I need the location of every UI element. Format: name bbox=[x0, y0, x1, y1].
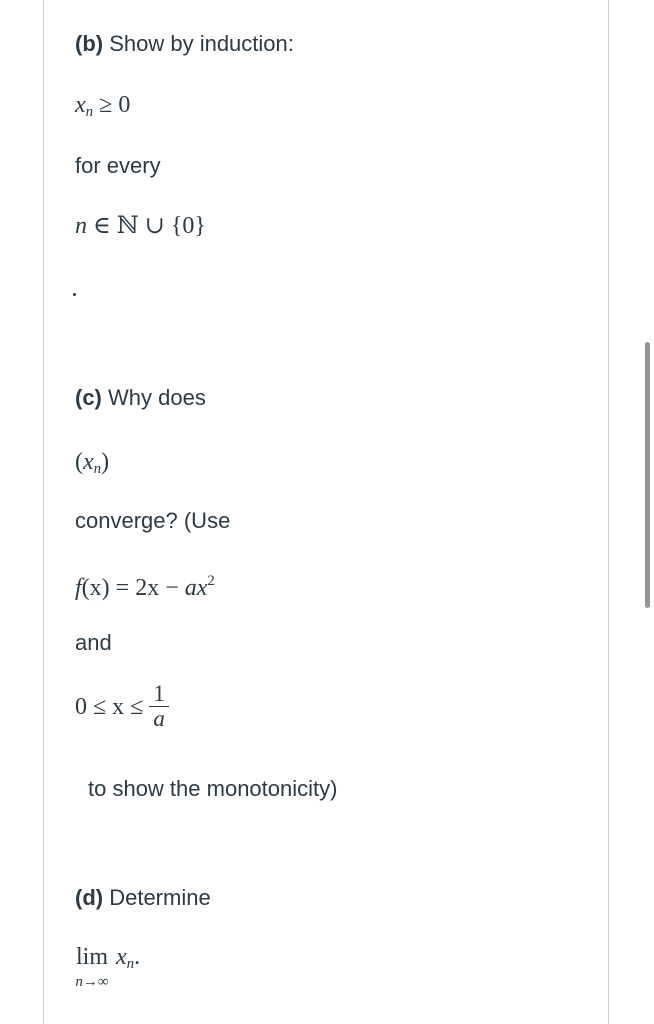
part-b-n: n bbox=[75, 213, 87, 239]
part-b-inequality bbox=[75, 90, 130, 127]
part-b-for-every: for every bbox=[75, 153, 161, 178]
part-c-f: f bbox=[75, 575, 82, 601]
part-c-monotonicity: to show the monotonicity) bbox=[88, 776, 338, 801]
lim-var-sub: n bbox=[126, 956, 135, 972]
part-b-rel: ≥ 0 bbox=[99, 92, 131, 118]
part-c-label: (c) bbox=[75, 385, 102, 410]
part-c-var: x bbox=[83, 449, 94, 475]
part-b-label: (b) bbox=[75, 31, 104, 56]
part-c-text: Why does bbox=[101, 385, 206, 410]
part-c-bounds-lhs: 0 ≤ x ≤ bbox=[75, 694, 144, 721]
fraction-denominator: a bbox=[153, 706, 165, 731]
limit-operator bbox=[72, 942, 112, 990]
lim-word: lim bbox=[76, 944, 109, 970]
part-c-heading bbox=[75, 384, 206, 412]
fraction-numerator: 1 bbox=[149, 682, 169, 707]
paren-open: ( bbox=[75, 449, 83, 475]
part-c-sequence bbox=[75, 447, 109, 484]
part-c-and: and bbox=[75, 630, 112, 655]
part-d-text: Determine bbox=[103, 885, 211, 910]
lim-end: . bbox=[134, 944, 141, 970]
part-c-bounds bbox=[75, 681, 169, 733]
lim-subscript: n→∞ bbox=[75, 974, 109, 990]
paren-close: ) bbox=[101, 449, 110, 475]
part-d-label: (d) bbox=[75, 885, 104, 910]
part-b-set bbox=[75, 211, 206, 241]
scrollbar[interactable] bbox=[645, 342, 650, 608]
part-c-f-mid: (x) = 2x − bbox=[81, 575, 185, 601]
part-c-ax: ax bbox=[184, 575, 208, 601]
lim-var: x bbox=[116, 944, 127, 970]
part-b-var: x bbox=[75, 92, 86, 118]
part-d-limit bbox=[72, 942, 140, 990]
part-b-heading bbox=[75, 30, 294, 58]
part-c-function bbox=[75, 566, 215, 603]
trailing-dot bbox=[73, 293, 76, 296]
part-b-sub: n bbox=[85, 104, 94, 120]
fraction bbox=[149, 682, 169, 731]
part-c-converge: converge? (Use bbox=[75, 508, 231, 533]
part-d-heading bbox=[75, 884, 211, 912]
part-c-sub: n bbox=[93, 461, 102, 477]
part-b-set-rest: ∈ ℕ ∪ {0} bbox=[87, 213, 206, 239]
limit-expression bbox=[116, 942, 140, 979]
part-b-text: Show by induction: bbox=[103, 31, 294, 56]
part-c-exp: 2 bbox=[207, 573, 215, 589]
